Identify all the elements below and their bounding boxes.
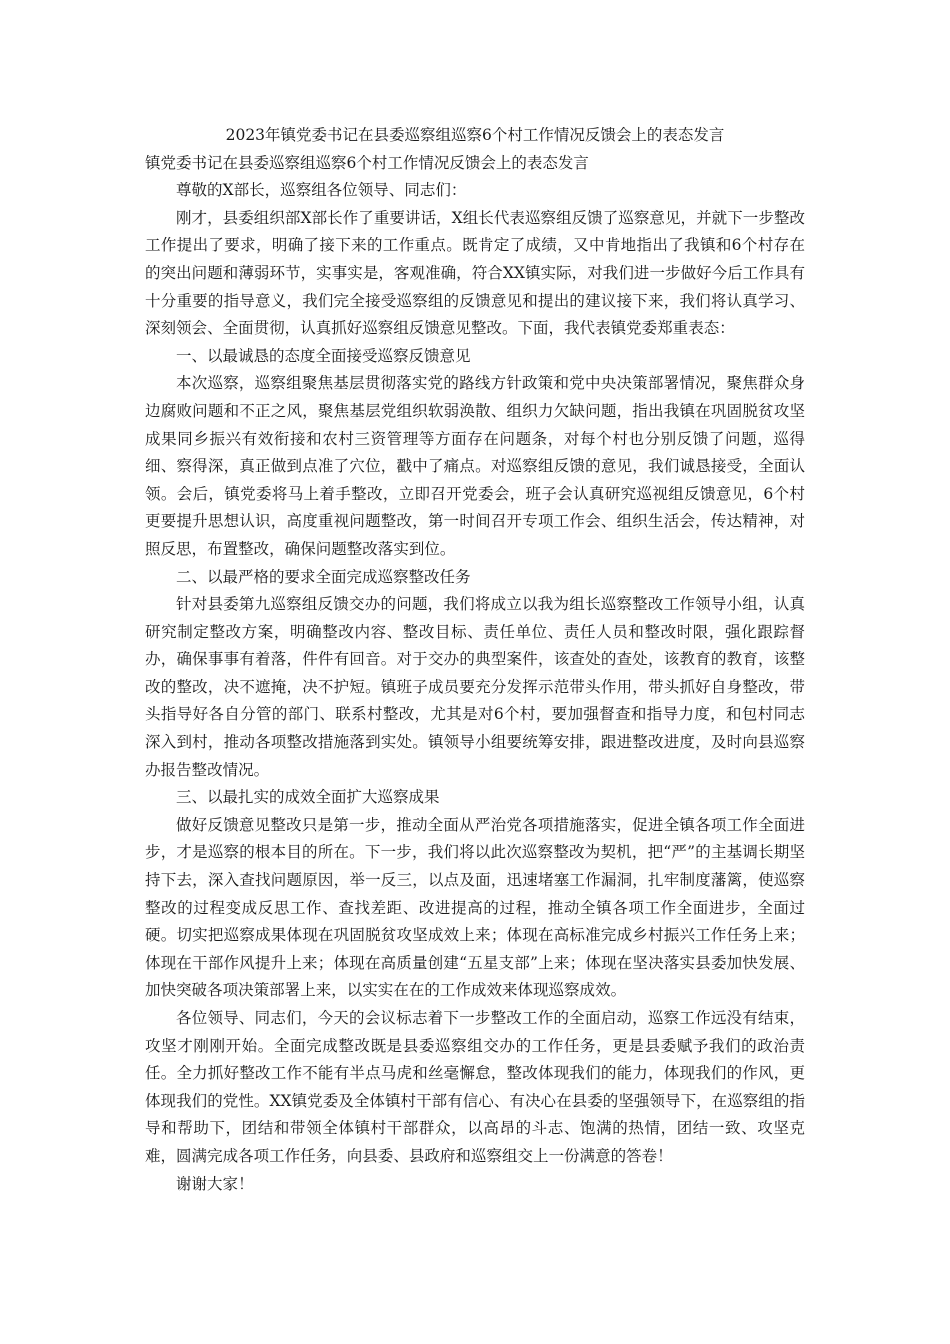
section-2-paragraph: 针对县委第九巡察组反馈交办的问题，我们将成立以我为组长巡察整改工作领导小组，认真研究制定整改方案，明确整改内容、整改目标、责任单位、责任人员和整改时限，强化跟踪督办，确保事事有着落，件件有回音。对于交办的典型案件，该查处的查处，该教育的教育，该整改的整改，决不遮掩，决不护短。镇班子成员要充分发挥示范带头作用，带头抓好自身整改，带头指导好各自分管的部门、联系村整改，尤其是对6个村，要加强督查和指导力度，和包村同志深入到村，推动各项整改措施落到实处。镇领导小组要统筹安排，跟进整改进度，及时向县巡察办报告整改情况。 — [145, 595, 805, 779]
salutation-paragraph: 尊敬的X部长，巡察组各位领导、同志们： — [176, 181, 467, 200]
section-3-paragraph: 做好反馈意见整改只是第一步，推动全面从严治党各项措施落实，促进全镇各项工作全面进步，才是巡察的根本目的所在。下一步，我们将以此次巡察整改为契机，把“严”的主基调长期坚持下去，深入查找问题原因，举一反三，以点及面，迅速堵塞工作漏洞，扎牢制度藩篱，使巡察整改的过程变成反思工作、查找差距、改进提高的过程，推动全镇各项工作全面进步，全面过硬。切实把巡察成果体现在巩固脱贫攻坚成效上来；体现在高标准完成乡村振兴工作任务上来；体现在干部作风提升上来；体现在高质量创建“五星支部”上来；体现在坚决落实县委加快发展、加快突破各项决策部署上来，以实实在在的工作成效来体现巡察成效。 — [145, 815, 805, 1000]
document-title: 2023年镇党委书记在县委巡察组巡察6个村工作情况反馈会上的表态发言 — [225, 126, 725, 144]
intro-paragraph: 刚才，县委组织部X部长作了重要讲话，X组长代表巡察组反馈了巡察意见，并就下一步整改工作提出了要求，明确了接下来的工作重点。既肯定了成绩，又中肯地指出了我镇和6个村存在的突出问题和薄弱环节，实事实是，客观准确，符合XX镇实际，对我们进一步做好今后工作具有十分重要的指导意义，我们完全接受巡察组的反馈意见和提出的建议接下来，我们将认真学习、深刻领会、全面贯彻，认真抓好巡察组反馈意见整改。下面，我代表镇党委郑重表态： — [145, 208, 805, 338]
document-subtitle: 镇党委书记在县委巡察组巡察6个村工作情况反馈会上的表态发言 — [145, 153, 589, 172]
document-body — [145, 122, 805, 1198]
section-1-paragraph: 本次巡察，巡察组聚焦基层贯彻落实党的路线方针政策和党中央决策部署情况，聚焦群众身边腐败问题和不正之风，聚焦基层党组织软弱涣散、组织力欠缺问题，指出我镇在巩固脱贫攻坚成果同乡振兴有效衔接和农村三资管理等方面存在问题条，对每个村也分别反馈了问题，巡得细、察得深，真正做到点准了穴位，戳中了痛点。对巡察组反馈的意见，我们诚恳接受，全面认领。会后，镇党委将马上着手整改，立即召开党委会，班子会认真研究巡视组反馈意见，6个村更要提升思想认识，高度重视问题整改，第一时间召开专项工作会、组织生活会，传达精神，对照反思，布置整改，确保问题整改落实到位。 — [145, 374, 805, 558]
section-1-heading: 一、以最诚恳的态度全面接受巡察反馈意见 — [176, 346, 471, 365]
thanks-line: 谢谢大家！ — [176, 1174, 254, 1193]
closing-paragraph: 各位领导、同志们，今天的会议标志着下一步整改工作的全面启动，巡察工作远没有结束，攻坚才刚刚开始。全面完成整改既是县委巡察组交办的工作任务，更是县委赋予我们的政治责任。全力抓好整改工作不能有半点马虎和丝毫懈怠，整改体现我们的能力，体现我们的作风，更体现我们的党性。XX镇党委及全体镇村干部有信心、有决心在县委的坚强领导下，在巡察组的指导和帮助下，团结和带领全体镇村干部群众，以高昂的斗志、饱满的热情，团结一致、攻坚克难，圆满完成各项工作任务，向县委、县政府和巡察组交上一份满意的答卷！ — [145, 1009, 805, 1165]
section-2-heading: 二、以最严格的要求全面完成巡察整改任务 — [176, 567, 471, 586]
section-3-heading: 三、以最扎实的成效全面扩大巡察成果 — [176, 788, 440, 807]
